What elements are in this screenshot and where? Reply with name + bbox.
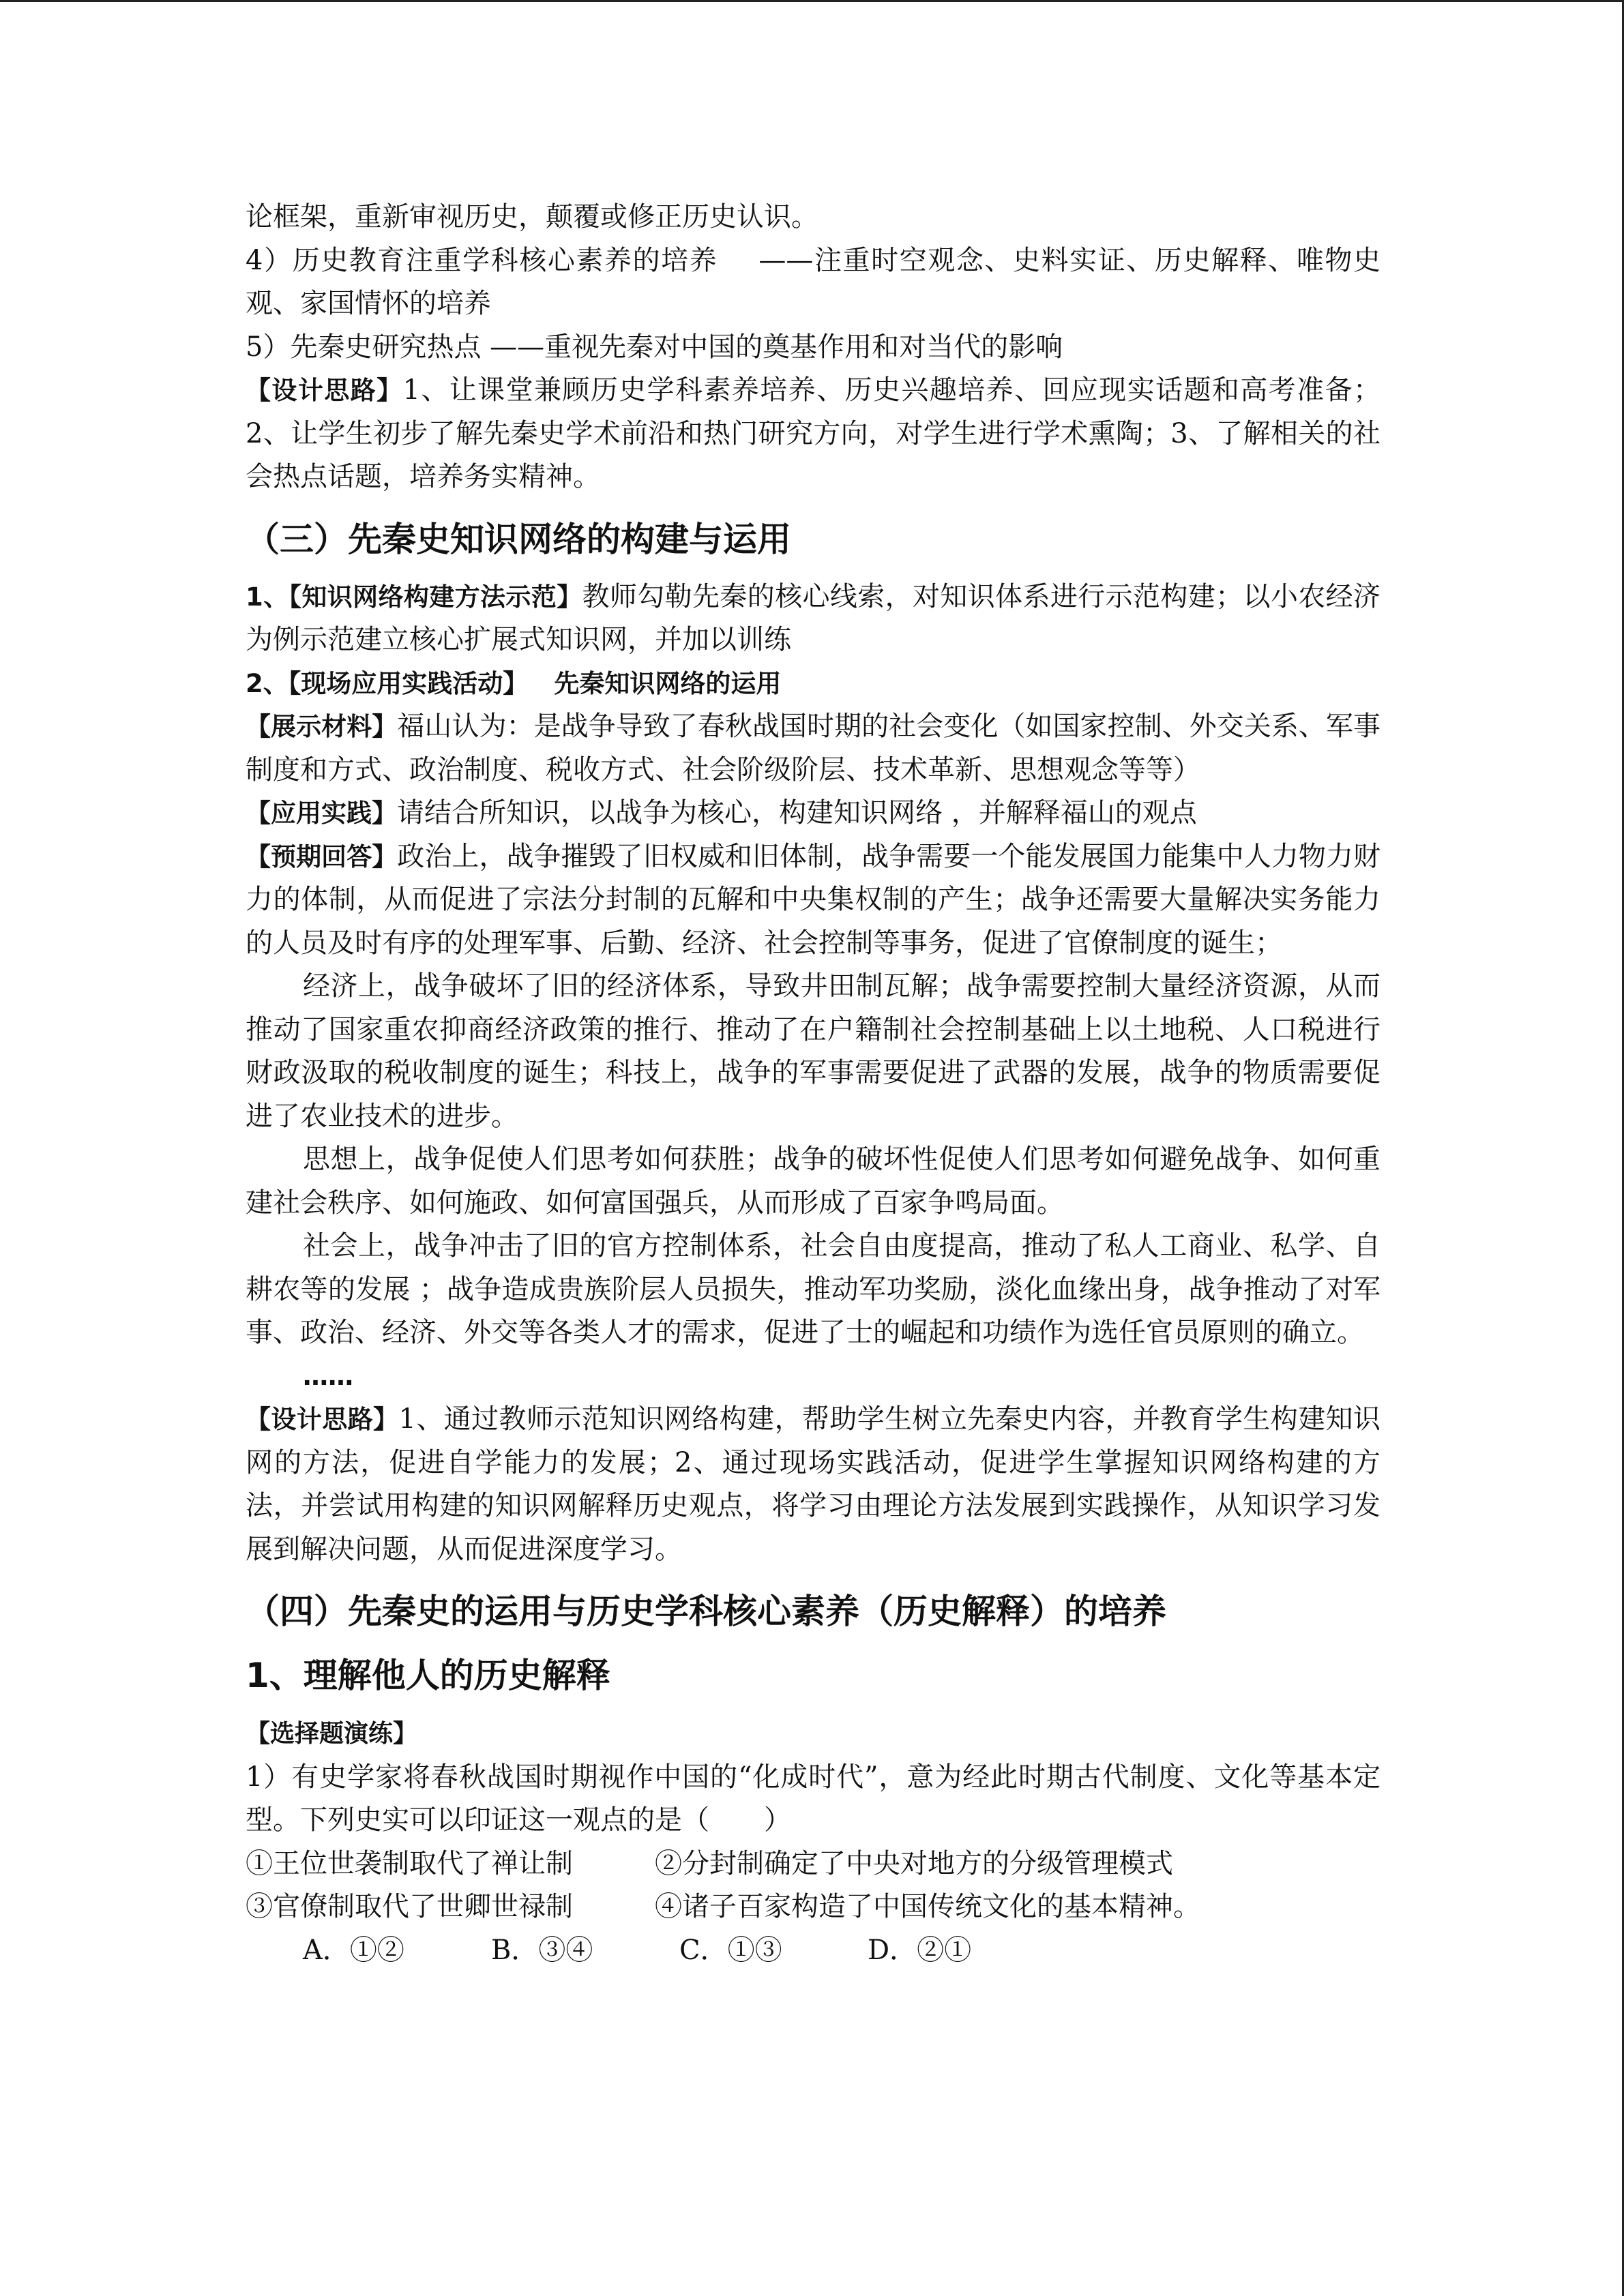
question-1: 1）有史学家将春秋战国时期视作中国的“化成时代”，意为经此时期古代制度、文化等基本定型。下列史实可以印证这一观点的是（ ） [246,1761,1381,1836]
choice-c: C．①③ [679,1934,782,1966]
step-2 [246,662,1381,706]
statement-4: ④诸子百家构造了中国传统文化的基本精神。 [655,1891,1200,1922]
design-idea-1 [246,369,1381,499]
subsection-heading-4-1: 1、理解他人的历史解释 [246,1656,610,1695]
question-1-choices [246,1929,1381,1973]
show-material-text: 福山认为：是战争导致了春秋战国时期的社会变化（如国家控制、外交关系、军事制度和方式、政治制度、税收方式、社会阶级阶层、技术革新、思想观念等等） [246,711,1381,786]
step-2-label: 2、【现场应用实践活动】 [246,668,529,698]
list-item-4 [246,239,1381,326]
show-material [246,705,1381,792]
question-1-statements-row-1 [246,1843,1381,1886]
step-1 [246,576,1381,662]
thought-paragraph: 思想上，战争促使人们思考如何获胜；战争的破坏性促使人们思考如何避免战争、如何重建社会秩序、如何施政、如何富国强兵，从而形成了百家争鸣局面。 [246,1144,1381,1219]
apply-practice [246,792,1381,835]
section-heading-3: （三）先秦史知识网络的构建与运用 [246,519,791,559]
expected-answer [246,835,1381,966]
design-idea-2-text: 1、通过教师示范知识网络构建，帮助学生树立先秦史内容，并教育学生构建知识网的方法，促进自学能力的发展；2、通过现场实践活动，促进学生掌握知识网络构建的方法，并尝试用构建的知识网解释历史观点，将学习由理论方法发展到实践操作，从知识学习发展到解决问题，从而促进深度学习。 [246,1403,1381,1565]
question-1-statements-row-2 [246,1885,1381,1929]
apply-practice-text: 请结合所知识，以战争为核心，构建知识网络 ，并解释福山的观点 [397,797,1197,829]
list-item-5 [246,326,1381,370]
section-heading-4: （四）先秦史的运用与历史学科核心素养（历史解释）的培养 [246,1592,1166,1631]
statement-2: ②分封制确定了中央对地方的分级管理模式 [655,1847,1173,1879]
choice-d: D．②① [868,1934,972,1966]
society-paragraph: 社会上，战争冲击了旧的官方控制体系，社会自由度提高，推动了私人工商业、私学、自耕农等的发展 ；战争造成贵族阶层人员损失，推动军功奖励，淡化血缘出身，战争推动了对军事、政治、经济、外交等各类人才的需求，促进了士的崛起和功绩作为选任官员原则的确立。 [246,1230,1381,1348]
mc-practice-label: 【选择题演练】 [246,1720,418,1748]
show-material-label: 【展示材料】 [246,712,398,741]
choice-a: A．①② [303,1934,404,1966]
expected-answer-text: 政治上，战争摧毁了旧权威和旧体制，战争需要一个能发展国力能集中人力物力财力的体制，从而促进了宗法分封制的瓦解和中央集权制的产生；战争还需要大量解决实务能力的人员及时有序的处理军事、后勤、经济、社会控制等事务，促进了官僚制度的诞生； [246,840,1381,959]
paragraph-continuation: 论框架，重新审视历史，颠覆或修正历史认识。 [246,201,818,233]
document-page [246,196,1381,1972]
design-idea-2 [246,1398,1381,1571]
list-item-4-detail: ——注重时空观念、史料实证、历史解释、唯物史观、家国情怀的培养 [246,244,1381,319]
apply-practice-label: 【应用实践】 [246,799,397,828]
statement-3: ③官僚制取代了世卿世禄制 [246,1891,573,1922]
expected-answer-label: 【预期回答】 [246,841,398,871]
ellipsis: …… [303,1361,353,1391]
design-idea-2-label: 【设计思路】 [246,1405,399,1434]
choice-b: B．③④ [491,1934,593,1966]
step-1-label: 1、【知识网络构建方法示范】 [246,582,582,612]
step-2-text: 先秦知识网络的运用 [554,668,782,698]
design-idea-1-text: 1、让课堂兼顾历史学科素养培养、历史兴趣培养、回应现实话题和高考准备；2、让学生初步了解先秦史学术前沿和热门研究方向，对学生进行学术熏陶；3、了解相关的社会热点话题，培养务实精神。 [246,374,1381,492]
list-item-5-detail: ——重视先秦对中国的奠基作用和对当代的影响 [490,331,1063,363]
step-1-text: 教师勾勒先秦的核心线索，对知识体系进行示范构建；以小农经济为例示范建立核心扩展式知识网，并加以训练 [246,580,1381,655]
list-item-5-text: 5）先秦史研究热点 [246,331,482,363]
statement-1: ①王位世袭制取代了禅让制 [246,1847,573,1879]
page-top-edge [0,0,1624,2]
design-idea-1-label: 【设计思路】 [246,376,403,405]
economy-paragraph: 经济上，战争破坏了旧的经济体系，导致井田制瓦解；战争需要控制大量经济资源，从而推动了国家重农抑商经济政策的推行、推动了在户籍制社会控制基础上以土地税、人口税进行财政汲取的税收制度的诞生；科技上，战争的军事需要促进了武器的发展，战争的物质需要促进了农业技术的进步。 [246,970,1381,1132]
list-item-4-text: 4）历史教育注重学科核心素养的培养 [246,244,718,276]
